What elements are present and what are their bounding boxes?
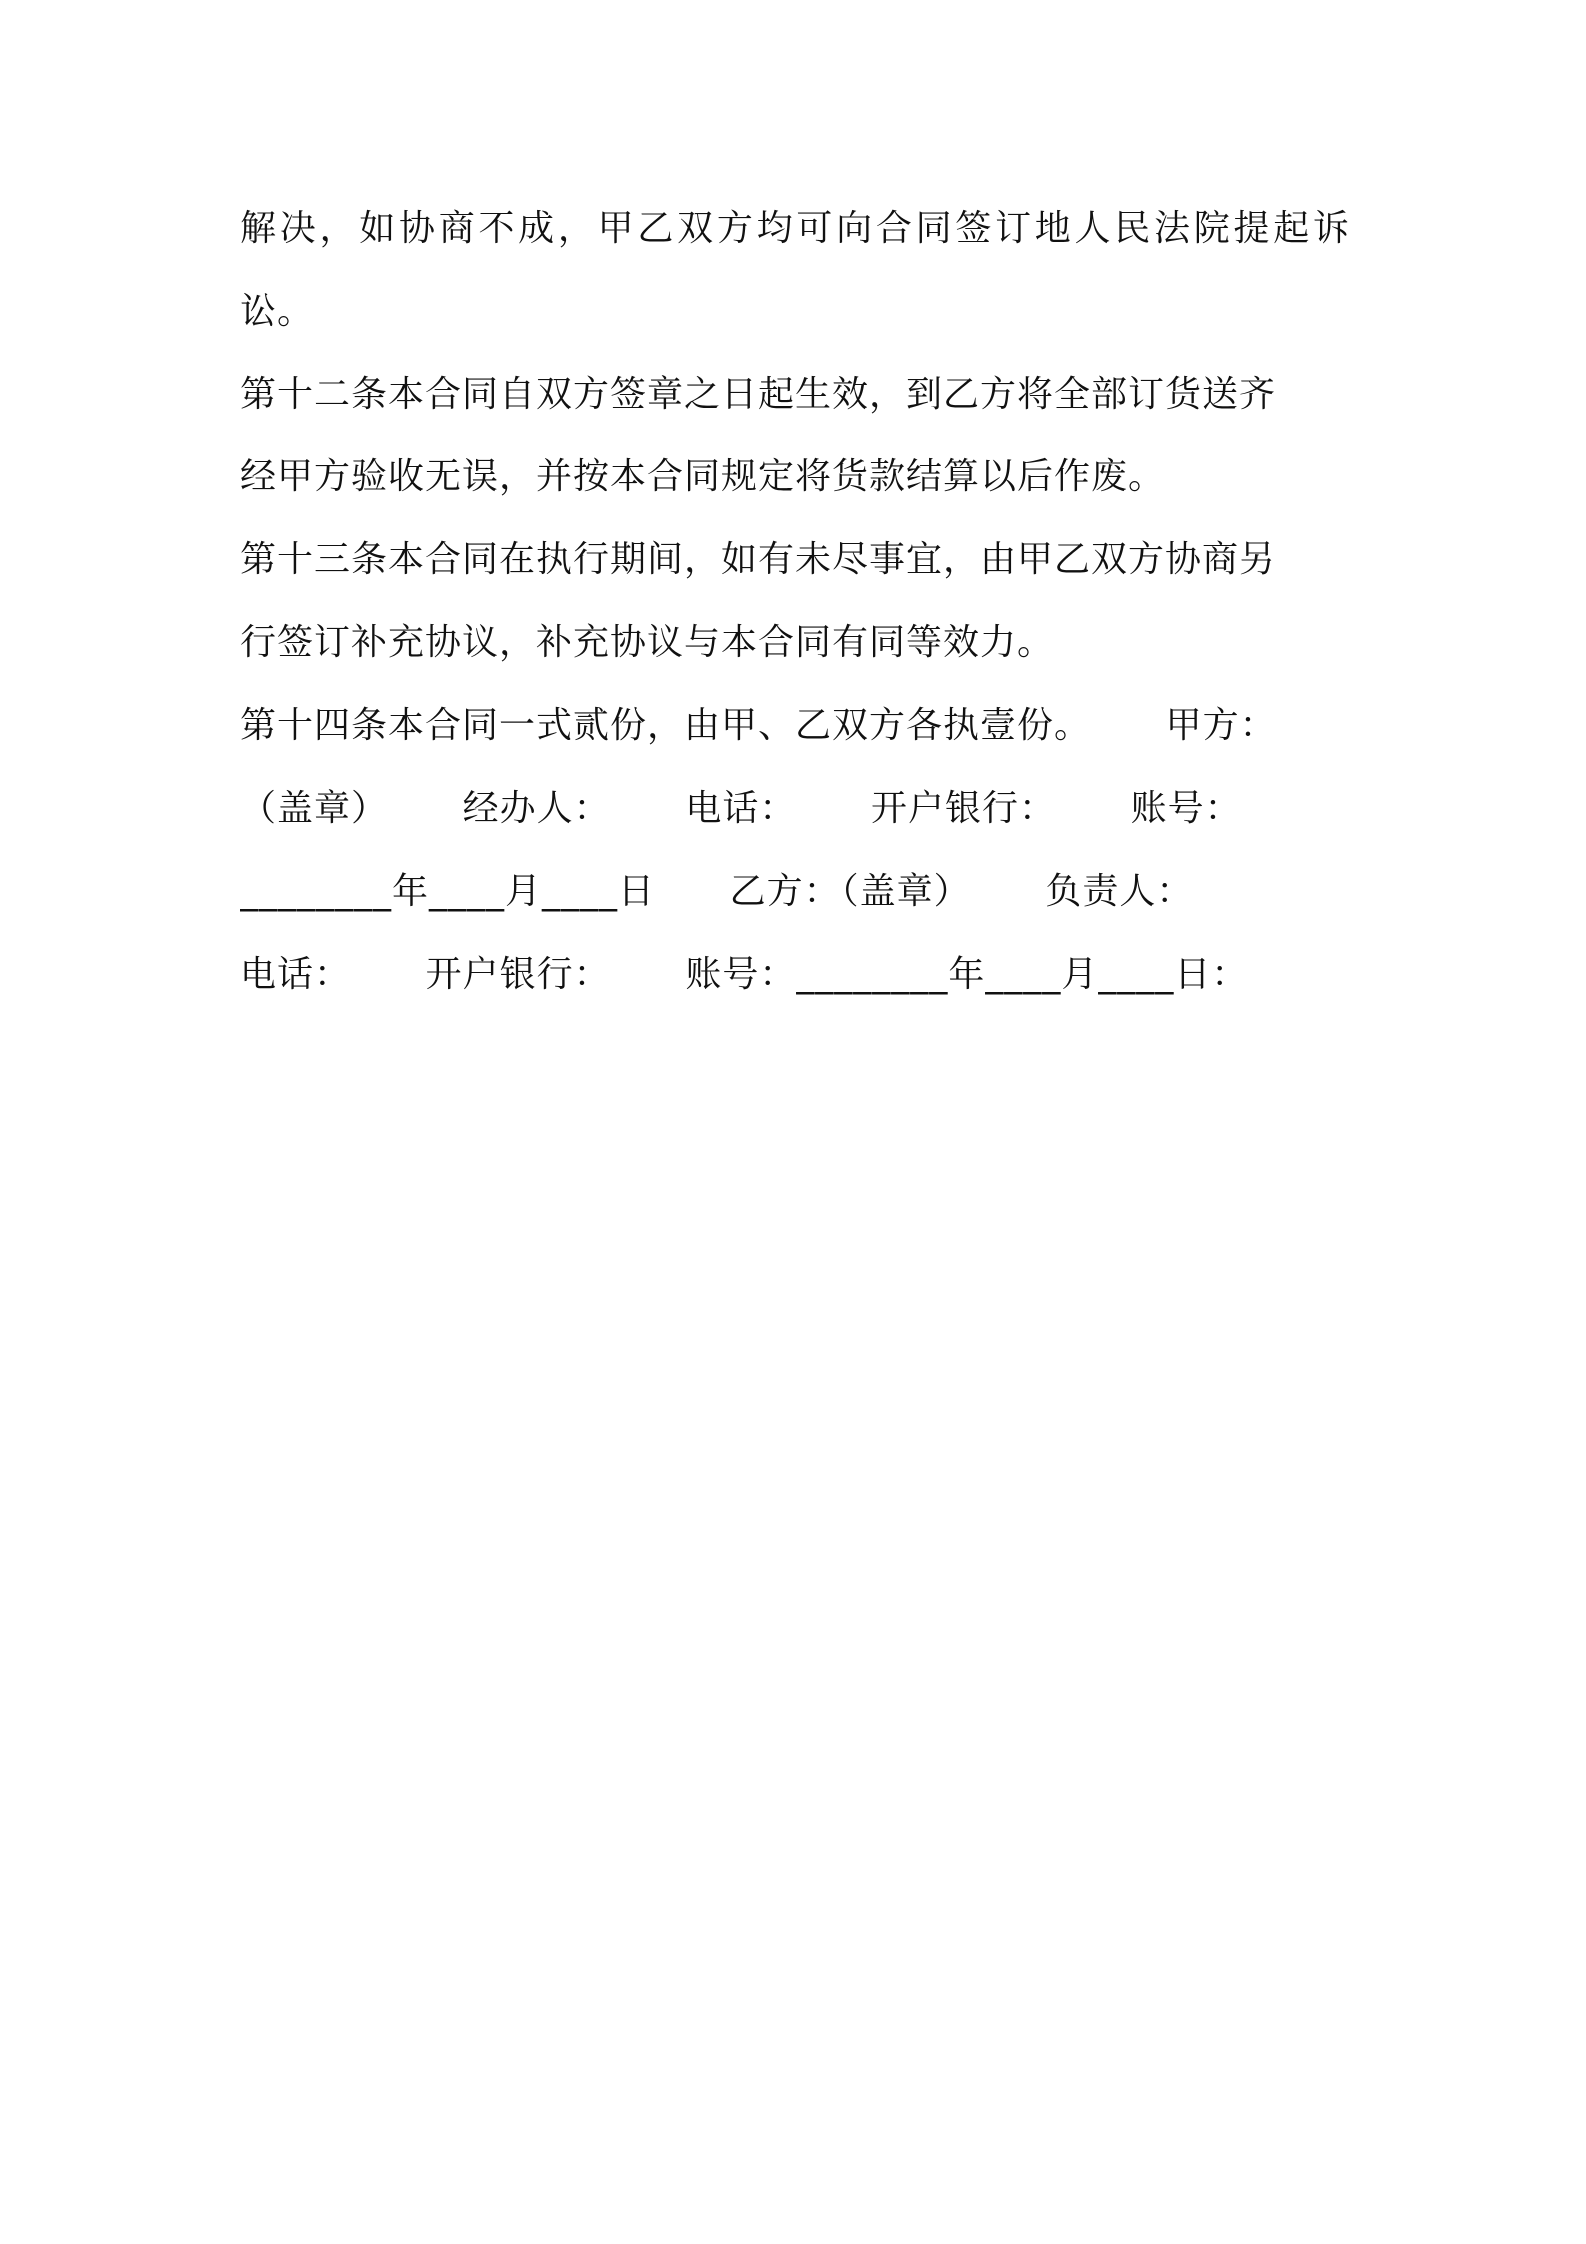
text-line: 行签订补充协议，补充协议与本合同有同等效力。 [240,622,1055,663]
text-line: 经甲方验收无误，并按本合同规定将货款结算以后作废。 [240,456,1166,497]
text-line: 解决，如协商不成，甲乙双方均可向合同签订地人民法院提起诉 [240,208,1350,249]
text-line: ________年____月____日 乙方：（盖章） 负责人： [240,871,1194,912]
text-line: 第十二条本合同自双方签章之日起生效，到乙方将全部订货送齐 [240,374,1277,415]
text-line: 第十四条本合同一式贰份，由甲、乙双方各执壹份。 甲方： [240,705,1277,746]
text-line: （盖章） 经办人： 电话： 开户银行： 账号： [240,788,1242,829]
text-line: 电话： 开户银行： 账号：________年____月____日： [240,954,1249,995]
text-line: 讼。 [240,291,315,332]
text-line: 第十三条本合同在执行期间，如有未尽事宜，由甲乙双方协商另 [240,539,1277,580]
